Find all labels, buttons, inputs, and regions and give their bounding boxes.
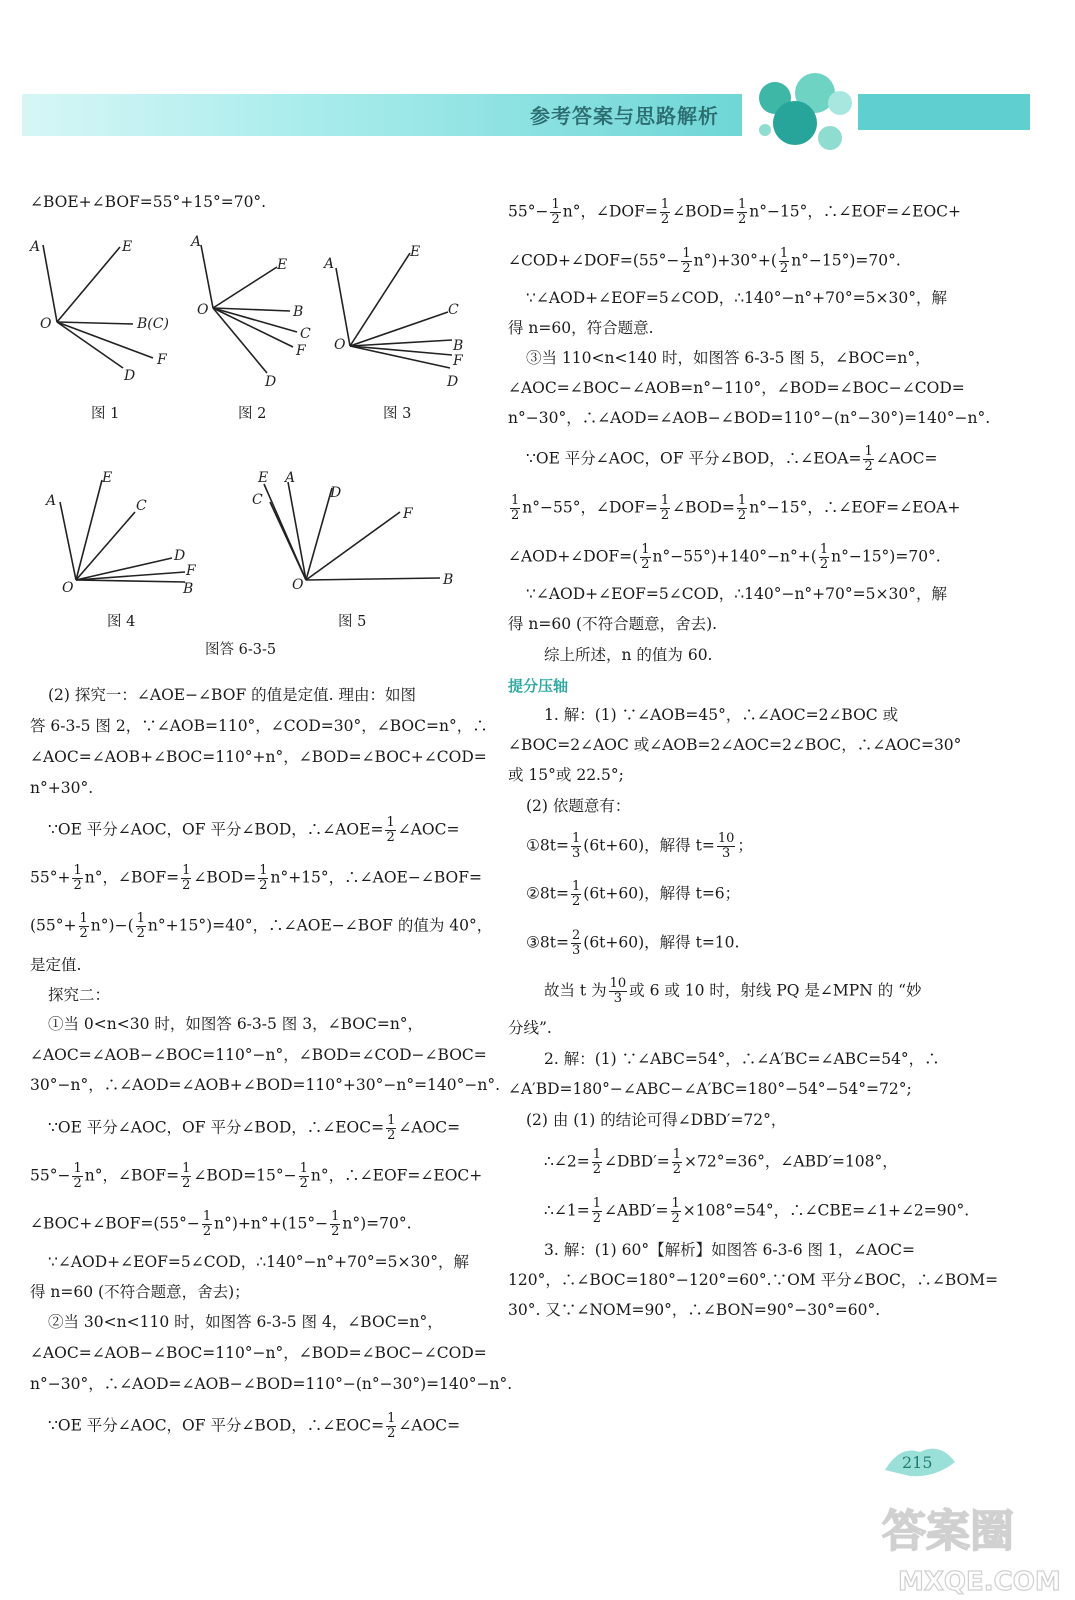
text-line: (2) 探究一：∠AOE−∠BOF 的值是定值. 理由：如图	[48, 686, 416, 704]
text-line: ∠COD+∠DOF=(55°− $\frac{1}{2}$ n°)+30°+( $\frac{1}{2}$ n°−15°)=70°.	[508, 246, 901, 276]
watermark-url: MXQE.COM	[898, 1567, 1061, 1596]
text-line: 1. 解：(1) ∵∠AOB=45°，∴∠AOC=2∠BOC 或	[544, 706, 899, 724]
header-title: 参考答案与思路解析	[530, 104, 719, 128]
text-line: ②8t= $\frac{1}{2}$ (6t+60)，解得 t=6；	[526, 879, 741, 909]
figure-group-caption: 图答 6-3-5	[205, 642, 277, 658]
text-line: ∴∠2= $\frac{1}{2}$ ∠DBD′= $\frac{1}{2}$ ×72°=36°，∠ABD′=108°，	[544, 1147, 898, 1177]
text-line: 分线”.	[508, 1019, 552, 1037]
label-C: C	[300, 326, 311, 342]
ray-OE	[57, 247, 120, 322]
label-D: D	[447, 374, 459, 390]
watermark-text: 答案圈	[882, 1506, 1014, 1557]
text-line: ③8t= $\frac{2}{3}$ (6t+60)，解得 t=10.	[526, 928, 740, 958]
text-line: ∠BOE+∠BOF=55°+15°=70°.	[30, 193, 267, 211]
ray-OB	[57, 322, 133, 324]
text-line: n°−30°，∴∠AOD=∠AOB−∠BOD=110°−(n°−30°)=140°−n°.	[508, 409, 991, 427]
caption-fig1: 图 1	[91, 406, 120, 422]
label-E: E	[102, 470, 113, 486]
label-C: C	[252, 492, 263, 508]
text-line: ∠AOD+∠DOF=( $\frac{1}{2}$ n°−55°)+140°−n°+( $\frac{1}{2}$ n°−15°)=70°.	[508, 542, 941, 572]
caption-fig4: 图 4	[107, 614, 136, 630]
text-line: ∠BOC+∠BOF=(55°− $\frac{1}{2}$ n°)+n°+(15°− $\frac{1}{2}$ n°)=70°.	[30, 1209, 412, 1239]
label-F: F	[453, 353, 463, 369]
text-line: 30°−n°，∴∠AOD=∠AOB+∠BOD=110°+30°−n°=140°−n°.	[30, 1076, 501, 1094]
text-line: 3. 解：(1) 60°【解析】如图答 6-3-6 图 1，∠AOC=	[544, 1241, 916, 1259]
label-E: E	[122, 239, 133, 255]
label-D: D	[330, 485, 342, 501]
text-line: 2. 解：(1) ∵∠ABC=54°，∴∠A′BC=∠ABC=54°，∴	[544, 1050, 940, 1068]
ray-OA	[43, 245, 57, 322]
text-line: 得 n=60，符合题意.	[508, 319, 654, 337]
label-E: E	[410, 244, 421, 260]
text-line: n°+30°.	[30, 779, 94, 797]
label-D: D	[124, 368, 136, 384]
label-A: A	[46, 493, 57, 509]
text-line: ②当 30<n<110 时，如图答 6-3-5 图 4，∠BOC=n°，	[48, 1313, 443, 1331]
label-O: O	[292, 577, 304, 593]
text-line: 55°− $\frac{1}{2}$ n°，∠BOF= $\frac{1}{2}$ ∠BOD=15°− $\frac{1}{2}$ n°，∴∠EOF=∠EOC+	[30, 1161, 483, 1191]
text-line: 故当 t 为 $\frac{10}{3}$ 或 6 或 10 时，射线 PQ 是∠MPN 的 “妙	[544, 976, 922, 1006]
text-line: ∵∠AOD+∠EOF=5∠COD，∴140°−n°+70°=5×30°，解	[526, 289, 947, 307]
text-line: ∵OE 平分∠AOC，OF 平分∠BOD，∴∠EOA= $\frac{1}{2}$ ∠AOC=	[526, 444, 938, 474]
label-B: B	[293, 304, 304, 320]
label-F: F	[157, 352, 167, 368]
caption-fig3: 图 3	[383, 406, 412, 422]
label-C: C	[448, 302, 459, 318]
text-line: 55°− $\frac{1}{2}$ n°，∠DOF= $\frac{1}{2}$ ∠BOD= $\frac{1}{2}$ n°−15°，∴∠EOF=∠EOC+	[508, 197, 962, 227]
label-F: F	[186, 563, 196, 579]
text-line: ∠BOC=2∠AOC 或∠AOB=2∠AOC=2∠BOC，∴∠AOC=30°	[508, 736, 962, 754]
text-line: ∠A′BD=180°−∠ABC−∠A′BC=180°−54°−54°=72°;	[508, 1080, 912, 1098]
page-number-badge	[880, 1440, 960, 1480]
text-line: ∠AOC=∠AOB−∠BOC=110°−n°，∠BOD=∠COD−∠BOC=	[30, 1046, 487, 1064]
label-O: O	[40, 316, 52, 332]
text-line: ∠AOC=∠AOB−∠BOC=110°−n°，∠BOD=∠BOC−∠COD=	[30, 1344, 487, 1362]
text-line: ∵∠AOD+∠EOF=5∠COD，∴140°−n°+70°=5×30°，解	[48, 1253, 469, 1271]
figure-4	[40, 462, 210, 602]
section-heading: 提分压轴	[508, 677, 569, 695]
text-line: 55°+ $\frac{1}{2}$ n°，∠BOF= $\frac{1}{2}$ ∠BOD= $\frac{1}{2}$ n°+15°，∴∠AOE−∠BOF=	[30, 863, 482, 893]
label-F: F	[403, 506, 413, 522]
text-line: ∠AOC=∠BOC−∠AOB=n°−110°，∠BOD=∠BOC−∠COD=	[508, 379, 965, 397]
label-B: B	[183, 581, 194, 597]
text-line: 120°，∴∠BOC=180°−120°=60°.∵OM 平分∠BOC，∴∠BOM=	[508, 1271, 999, 1289]
label-E: E	[277, 257, 288, 273]
text-line: 是定值.	[30, 956, 82, 974]
text-line: (2) 由 (1) 的结论可得∠DBD′=72°，	[526, 1111, 787, 1129]
watermark-logo	[880, 1488, 1070, 1596]
figure-5	[240, 462, 470, 602]
label-D: D	[174, 548, 186, 564]
text-line: ①当 0<n<30 时，如图答 6-3-5 图 3，∠BOC=n°，	[48, 1015, 424, 1033]
fraction: $\frac{1}{2}$	[386, 815, 395, 845]
text-line: ∵OE 平分∠AOC，OF 平分∠BOD，∴∠EOC= $\frac{1}{2}$ ∠AOC=	[48, 1113, 461, 1143]
text-line: 答 6-3-5 图 2，∵∠AOB=110°，∠COD=30°，∠BOC=n°，∴	[30, 717, 488, 735]
label-O: O	[197, 302, 209, 318]
label-A: A	[285, 470, 296, 486]
text-line: ①8t= $\frac{1}{3}$ (6t+60)，解得 t= $\frac{10}{3}$ ；	[526, 831, 753, 861]
header-bubbles-decoration	[745, 68, 860, 168]
text-line: (2) 依题意有：	[526, 797, 631, 815]
page-number: 215	[902, 1453, 933, 1472]
label-B: B	[443, 572, 454, 588]
label-E: E	[258, 470, 269, 486]
text-line: ∴∠1= $\frac{1}{2}$ ∠ABD′= $\frac{1}{2}$ ×108°=54°，∴∠CBE=∠1+∠2=90°.	[544, 1196, 970, 1226]
label-B: B	[453, 338, 464, 354]
header-bar	[858, 94, 1030, 130]
label-D: D	[265, 374, 277, 390]
figure-1	[25, 225, 195, 385]
text-line: 得 n=60 (不符合题意，舍去)；	[30, 1283, 250, 1301]
label-A: A	[191, 234, 202, 250]
text-line: 或 15°或 22.5°;	[508, 766, 624, 784]
label-A: A	[324, 256, 335, 272]
caption-fig5: 图 5	[338, 614, 367, 630]
label-A: A	[30, 239, 41, 255]
label-C: C	[136, 498, 147, 514]
text-line: (55°+ $\frac{1}{2}$ n°)−( $\frac{1}{2}$ n°+15°)=40°，∴∠AOE−∠BOF 的值为 40°，	[30, 911, 493, 941]
text-line: n°−30°，∴∠AOD=∠AOB−∠BOD=110°−(n°−30°)=140°−n°.	[30, 1375, 513, 1393]
text-line: 30°. 又∵∠NOM=90°，∴∠BON=90°−30°=60°.	[508, 1301, 881, 1319]
caption-fig2: 图 2	[238, 406, 267, 422]
label-F: F	[296, 343, 306, 359]
text-line: $\frac{1}{2}$ n°−55°，∠DOF= $\frac{1}{2}$ ∠BOD= $\frac{1}{2}$ n°−15°，∴∠EOF=∠EOA+	[511, 493, 961, 523]
text-line: ∠AOC=∠AOB+∠BOC=110°+n°，∠BOD=∠BOC+∠COD=	[30, 748, 487, 766]
label-O: O	[62, 580, 74, 596]
ray-OD	[57, 322, 123, 368]
text-line: ∵OE 平分∠AOC，OF 平分∠BOD，∴∠EOC= $\frac{1}{2}$ ∠AOC=	[48, 1411, 461, 1441]
label-BC: B(C)	[137, 316, 169, 332]
figure-2	[185, 225, 325, 390]
text-line: 得 n=60 (不符合题意，舍去).	[508, 615, 718, 633]
text-line: ∵∠AOD+∠EOF=5∠COD，∴140°−n°+70°=5×30°，解	[526, 585, 947, 603]
text-line: 综上所述，n 的值为 60.	[544, 646, 713, 664]
text-line: 探究二：	[48, 986, 111, 1004]
label-O: O	[334, 337, 346, 353]
figure-3	[320, 228, 480, 393]
text-line: ③当 110<n<140 时，如图答 6-3-5 图 5，∠BOC=n°，	[526, 349, 931, 367]
text-line: ∵OE 平分∠AOC，OF 平分∠BOD，∴∠AOE= $\frac{1}{2}$ ∠AOC=	[48, 815, 460, 845]
